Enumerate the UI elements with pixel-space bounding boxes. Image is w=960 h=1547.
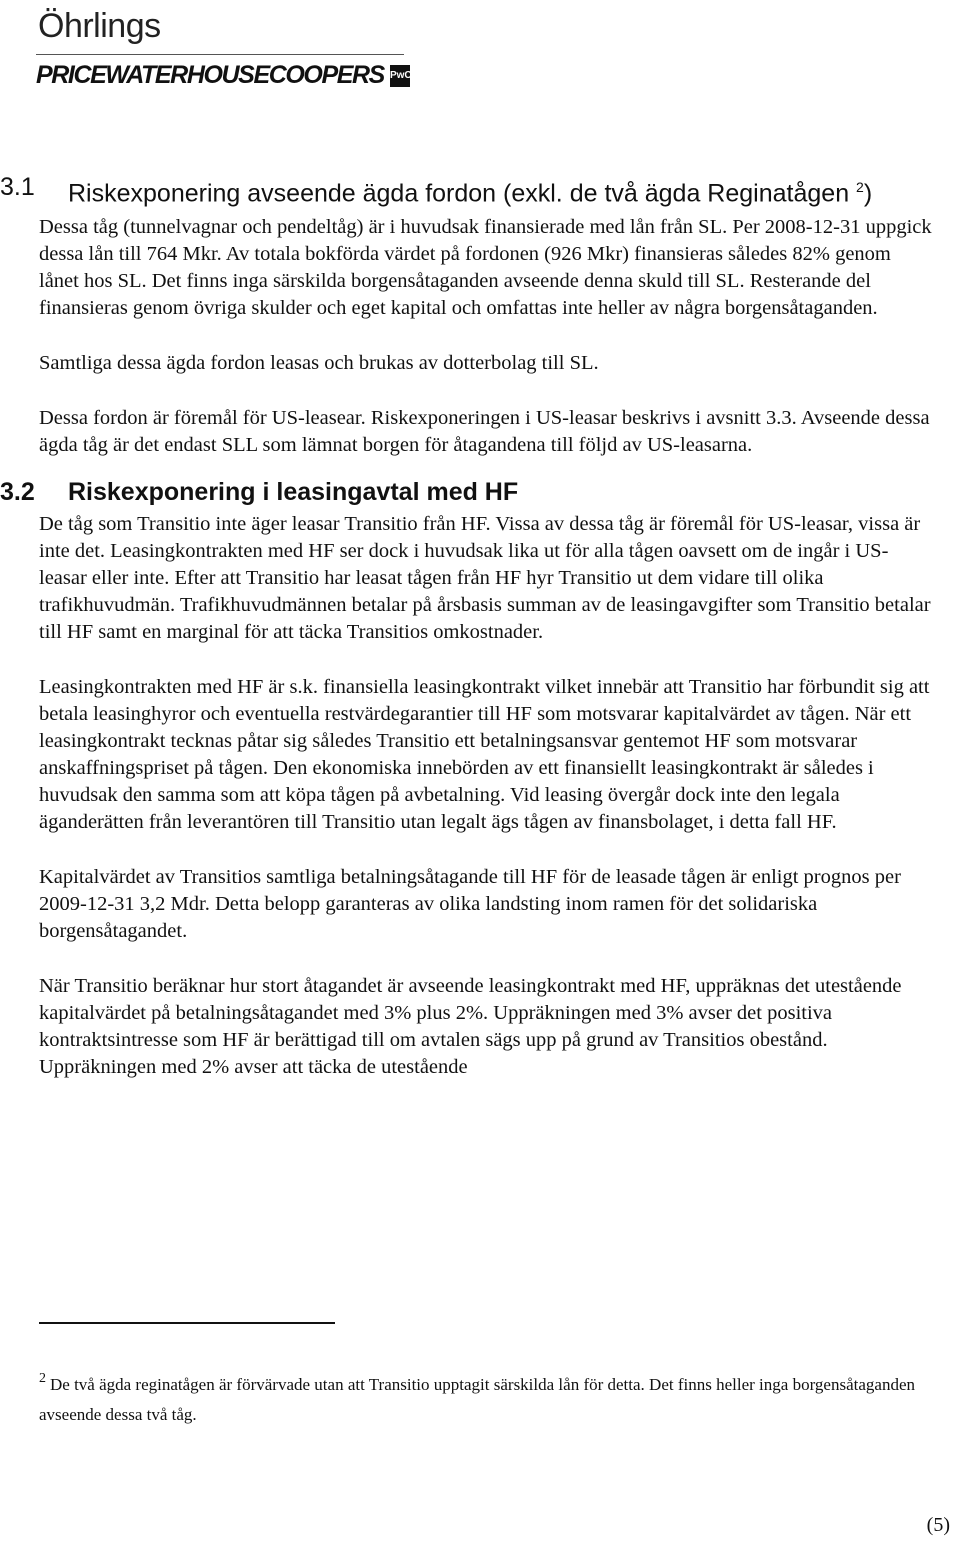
- document-body: [0, 172, 960, 1081]
- footnote-mark: 2: [39, 1371, 46, 1386]
- logo-ohrlings: Öhrlings: [38, 7, 161, 45]
- section-title: Riskexponering i leasingavtal med HF: [68, 478, 519, 507]
- footnote-divider: [39, 1322, 335, 1324]
- section-number: 3.2: [0, 478, 35, 507]
- section-heading-3-1: [0, 172, 960, 208]
- paragraph: Leasingkontrakten med HF är s.k. finansiella leasingkontrakt vilket innebär att Transitio har förbundit sig att betala leasinghyror och eventuella restvärdegarantier till HF som motsvarar kapitalvärdet av tågen. När ett leasingkontrakt tecknas påtar sig således Transitio ett betalningsansvar gentemot HF som motsvarar anskaffningspriset på tågen. Den ekonomiska innebörden av ett finansiellt leasingkontrakt är således i huvudsak den samma som att köpa tågen på avbetalning. Vid leasing övergår dock inte den legala äganderätten från leverantören till Transitio utan legalt ägs tågen av finansbolaget, i detta fall HF.: [39, 676, 930, 834]
- section-heading-3-2: [0, 477, 960, 507]
- paragraph: När Transitio beräknar hur stort åtagandet är avseende leasingkontrakt med HF, uppräknas det utestående kapitalvärdet på betalningsåtagandet med 3% plus 2%. Uppräkningen med 3% avser det positiva kontraktsintresse som HF är berättigad till om avtalen sägs upp på grund av Transitios obestånd. Uppräkningen med 2% avser att täcka de utestående: [39, 975, 902, 1079]
- paragraph: De tåg som Transitio inte äger leasar Transitio från HF. Vissa av dessa tåg är föremål för US-leasar, vissa är inte det. Leasingkontrakten med HF ser dock i huvudsak lika ut för alla tågen oavsett om de ingår i US-leasar eller inte. Efter att Transitio har leasat tågen från HF hyr Transitio ut dem vidare till olika trafikhuvudmän. Trafikhuvudmännen betalar på årsbasis summan av de leasingavgifter som Transitio betalar till HF samt en marginal för att täcka Transitios omkostnader.: [39, 513, 931, 644]
- footnote: [39, 1364, 929, 1430]
- section-number: 3.1: [0, 173, 35, 201]
- page-number: (5): [926, 1514, 950, 1536]
- logo-pricewaterhousecoopers: [36, 61, 412, 90]
- paragraph: Kapitalvärdet av Transitios samtliga betalningsåtagande till HF för de leasade tågen är enligt prognos per 2009-12-31 3,2 Mdr. Detta belopp garanteras av olika landsting inom ramen för det solidariska borgensåtagandet.: [39, 866, 901, 943]
- paragraph: Dessa tåg (tunnelvagnar och pendeltåg) är i huvudsak finansierade med lån från SL. Per 2008-12-31 uppgick dessa lån till 764 Mkr. Av totala bokförda värdet på fordonen (926 Mkr) finansieras således 82% genom lånet hos SL. Det finns inga särskilda borgensåtaganden avseende denna skuld till SL. Resterande del finansieras genom övriga skulder och eget kapital och omfattas inte heller av några borgensåtaganden.: [39, 216, 932, 320]
- footnote-text: De två ägda reginatågen är förvärvade utan att Transitio upptagit särskilda lån för detta. Det finns heller inga borgensåtaganden avseende dessa två tåg.: [39, 1375, 915, 1424]
- paragraph: Samtliga dessa ägda fordon leasas och brukas av dotterbolag till SL.: [39, 352, 599, 375]
- logo-pwc-wordmark: PRICEWATERHOUSECOOPERS: [36, 61, 384, 89]
- company-logo: [36, 4, 412, 90]
- footnote-reference: 2: [856, 179, 864, 195]
- logo-divider: [36, 54, 404, 55]
- paragraph: Dessa fordon är föremål för US-leasear. Riskexponeringen i US-leasar beskrivs i avsnitt 3.3. Avseende dessa ägda tåg är det endast SLL som lämnat borgen för åtagandena till följd av US-leasarna.: [39, 407, 930, 457]
- logo-seal-icon: PwC: [390, 65, 410, 87]
- section-title: Riskexponering avseende ägda fordon (exkl. de två ägda Reginatågen $^2$): [68, 179, 873, 208]
